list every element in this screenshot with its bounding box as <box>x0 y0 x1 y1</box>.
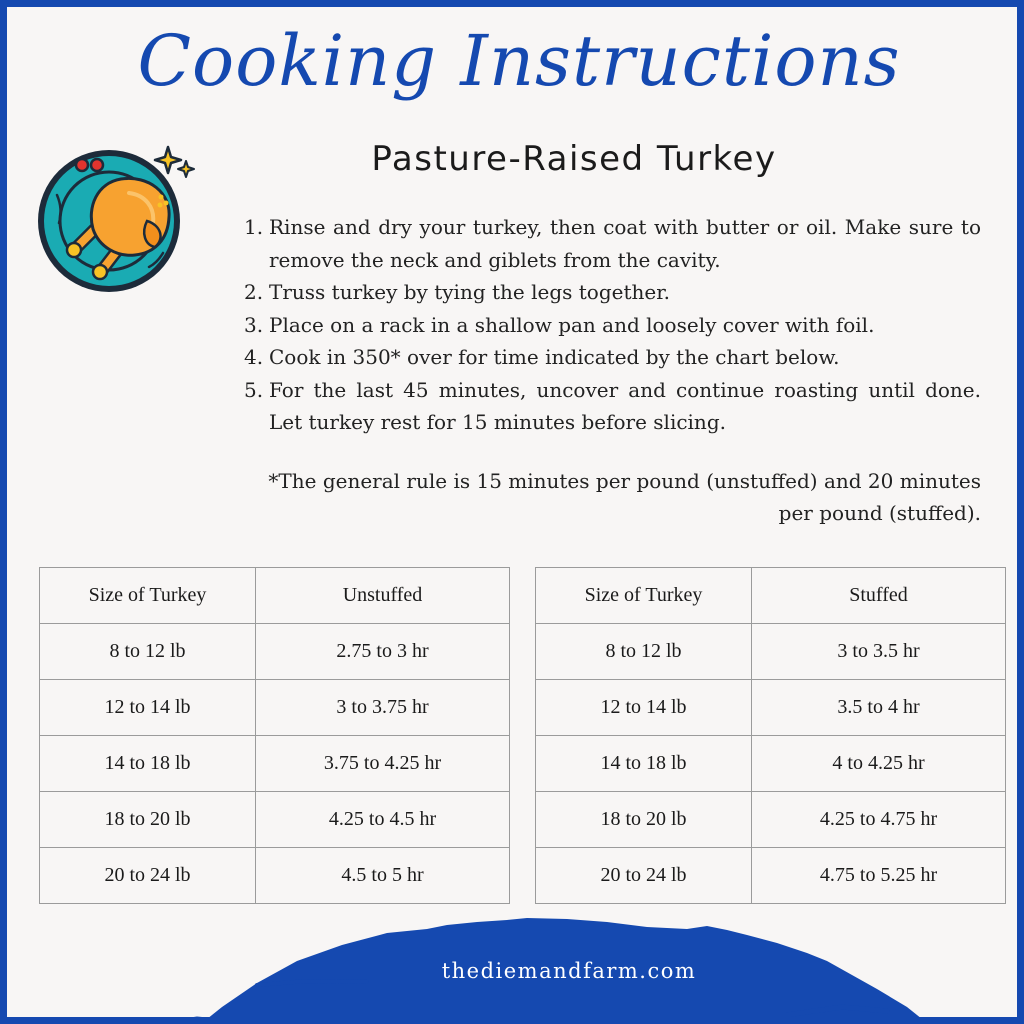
step-number: 5. <box>244 377 264 402</box>
step-item <box>244 211 981 276</box>
step-item <box>244 374 981 439</box>
table-row <box>536 680 1006 736</box>
table-row <box>40 792 510 848</box>
table-row <box>536 848 1006 904</box>
table-row <box>536 792 1006 848</box>
step-number: 4. <box>244 345 264 369</box>
column-header-stuffed: Stuffed <box>752 568 1006 624</box>
table-row <box>536 624 1006 680</box>
step-item <box>244 309 981 342</box>
size-cell: 20 to 24 lb <box>536 848 752 904</box>
roast-turkey-on-plate-icon <box>29 135 209 300</box>
time-cell: 4.25 to 4.75 hr <box>752 792 1006 848</box>
step-text: For the last 45 minutes, uncover and continue roasting until done. Let turkey rest for 15 minutes before slicing. <box>269 377 981 434</box>
time-cell: 4 to 4.25 hr <box>752 736 1006 792</box>
size-cell: 18 to 20 lb <box>536 792 752 848</box>
table-row <box>40 736 510 792</box>
column-header-size: Size of Turkey <box>40 568 256 624</box>
step-text: Place on a rack in a shallow pan and loosely cover with foil. <box>269 312 875 337</box>
stuffed-time-table <box>535 567 1006 904</box>
step-item <box>244 276 981 309</box>
instruction-steps <box>244 211 981 439</box>
time-cell: 4.75 to 5.25 hr <box>752 848 1006 904</box>
size-cell: 18 to 20 lb <box>40 792 256 848</box>
column-header-size: Size of Turkey <box>536 568 752 624</box>
size-cell: 8 to 12 lb <box>40 624 256 680</box>
website-link[interactable]: thediemandfarm.com <box>441 959 697 983</box>
time-cell: 4.5 to 5 hr <box>256 848 510 904</box>
time-cell: 3.5 to 4 hr <box>752 680 1006 736</box>
size-cell: 14 to 18 lb <box>536 736 752 792</box>
size-cell: 20 to 24 lb <box>40 848 256 904</box>
step-text: Cook in 350* over for time indicated by the chart below. <box>269 345 840 369</box>
step-number: 2. <box>244 280 264 304</box>
step-number: 1. <box>244 215 264 239</box>
unstuffed-time-table <box>39 567 510 904</box>
table-row <box>536 736 1006 792</box>
table-row <box>40 680 510 736</box>
time-cell: 4.25 to 4.5 hr <box>256 792 510 848</box>
table-row <box>40 848 510 904</box>
general-rule-note: *The general rule is 15 minutes per pound (unstuffed) and 20 minutes per pound (stuffed). <box>268 469 981 525</box>
table-header-row <box>536 568 1006 624</box>
step-number: 3. <box>244 312 264 337</box>
size-cell: 14 to 18 lb <box>40 736 256 792</box>
step-text: Rinse and dry your turkey, then coat with butter or oil. Make sure to remove the neck and giblets from the cavity. <box>269 215 981 272</box>
table-row <box>40 624 510 680</box>
step-item <box>244 341 981 374</box>
size-cell: 12 to 14 lb <box>536 680 752 736</box>
size-cell: 8 to 12 lb <box>536 624 752 680</box>
step-text: Truss turkey by tying the legs together. <box>269 280 670 304</box>
column-header-unstuffed: Unstuffed <box>256 568 510 624</box>
size-cell: 12 to 14 lb <box>40 680 256 736</box>
time-cell: 2.75 to 3 hr <box>256 624 510 680</box>
table-header-row <box>40 568 510 624</box>
page-title: Cooking Instructions <box>137 20 901 102</box>
time-cell: 3 to 3.5 hr <box>752 624 1006 680</box>
time-cell: 3 to 3.75 hr <box>256 680 510 736</box>
time-cell: 3.75 to 4.25 hr <box>256 736 510 792</box>
page-subtitle: Pasture-Raised Turkey <box>371 139 777 179</box>
